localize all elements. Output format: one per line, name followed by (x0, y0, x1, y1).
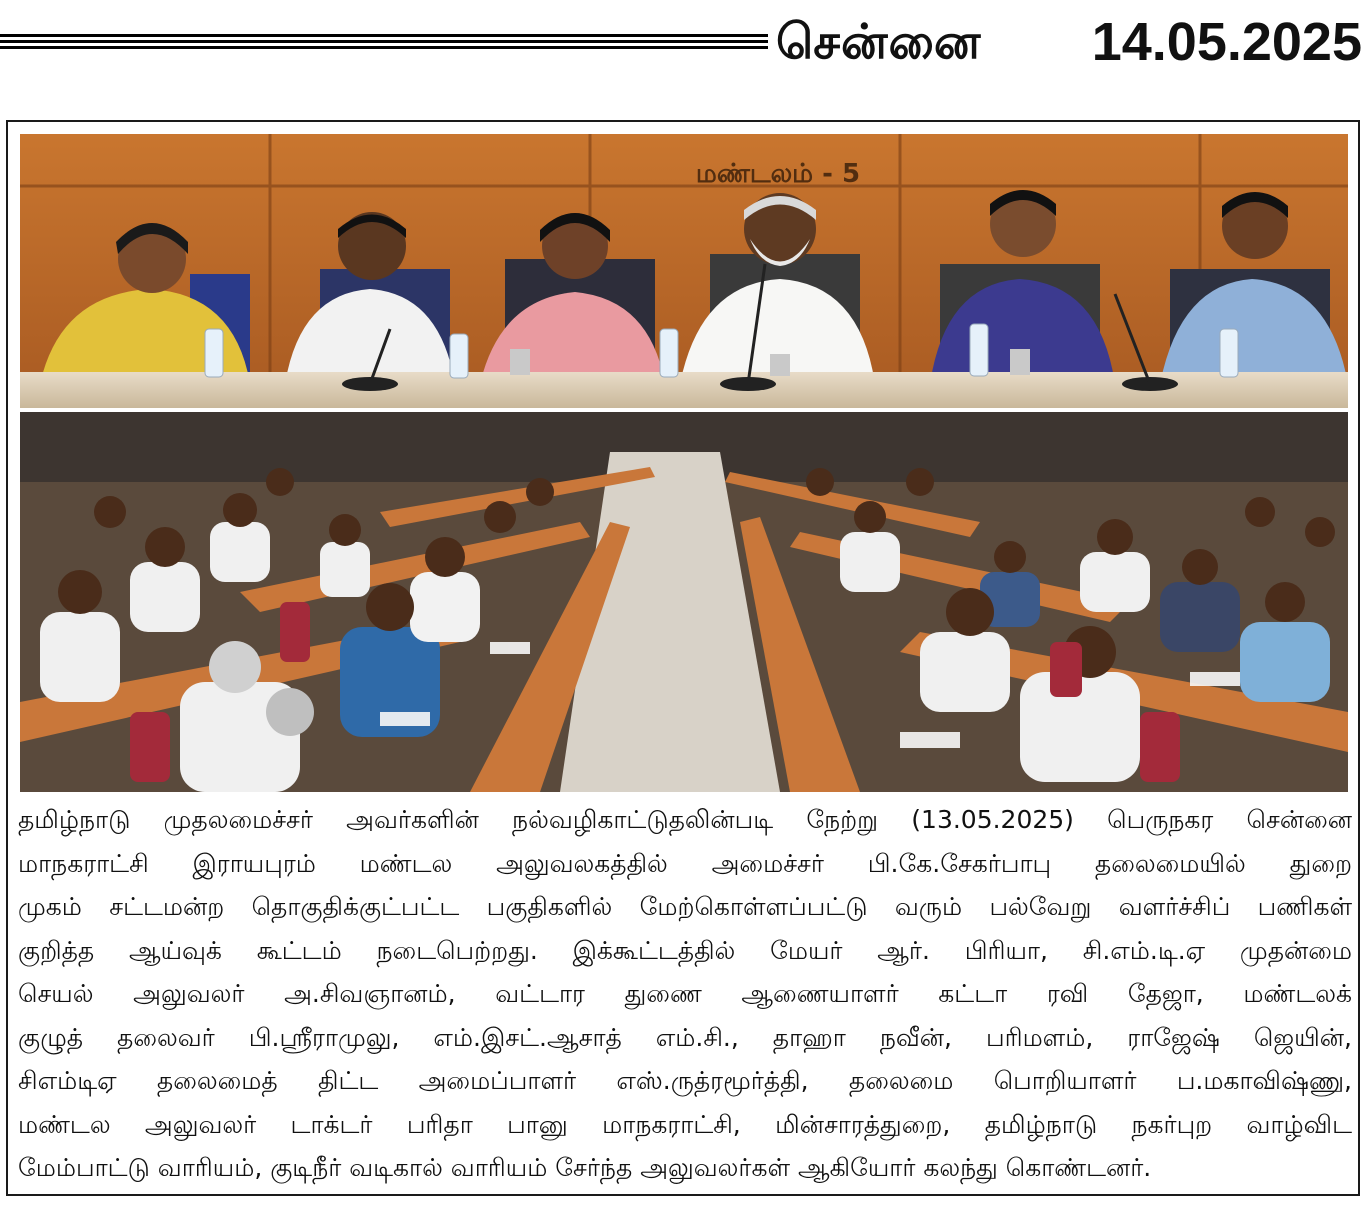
caption-line: சிஎம்டிஏ தலைமைத் திட்ட அமைப்பாளர் எஸ்.ருத்ரமூர்த்தி, தலைமை பொறியாளர் ப.மகாவிஷ்ணு, (18, 1066, 1352, 1095)
dais-illustration (20, 134, 1348, 408)
photo-dais (20, 134, 1348, 408)
caption-line: குறித்த ஆய்வுக் கூட்டம் நடைபெற்றது. இக்கூட்டத்தில் மேயர் ஆர். பிரியா, சி.எம்.டி.ஏ முதன்மை (18, 935, 1352, 965)
masthead (0, 0, 1370, 96)
news-clipping (6, 120, 1360, 1196)
caption-line: மேம்பாட்டு வாரியம், குடிநீர் வடிகால் வாரியம் சேர்ந்த அலுவலர்கள் ஆகியோர் கலந்து கொண்டனர். (18, 1153, 1152, 1182)
rule-line (0, 34, 768, 37)
rule-line (0, 46, 768, 49)
photo-audience (20, 412, 1348, 792)
audience-illustration (20, 412, 1348, 792)
publication-date: 14.05.2025 (1091, 12, 1362, 72)
caption-line: முகம் சட்டமன்ற தொகுதிக்குட்பட்ட பகுதிகளில் மேற்கொள்ளப்பட்டு வரும் பல்வேறு வளர்ச்சிப் பணிகள் (18, 892, 1352, 921)
caption-line: குழுத் தலைவர் பி.ஸ்ரீராமுலு, எம்.இசட்.ஆசாத் எம்.சி., தாஹா நவீன், பரிமளம், ராஜேஷ் ஜெயின், (18, 1022, 1352, 1052)
city-name: சென்னை (776, 14, 982, 70)
masthead-rules (0, 34, 768, 50)
rule-line (0, 40, 768, 43)
caption-text (18, 798, 1352, 1190)
caption-line: தமிழ்நாடு முதலமைச்சர் அவர்களின் நல்வழிகாட்டுதலின்படி நேற்று (13.05.2025) பெருநகர சென்னை (18, 805, 1352, 834)
caption-line: மண்டல அலுவலர் டாக்டர் பரிதா பானு மாநகராட்சி, மின்சாரத்துறை, தமிழ்நாடு நகர்புற வாழ்விட (18, 1109, 1352, 1139)
caption-line: மாநகராட்சி இராயபுரம் மண்டல அலுவலகத்தில் அமைச்சர் பி.கே.சேகர்பாபு தலைமையில் துறை (18, 848, 1352, 878)
hall-banner-text: மண்டலம் - 5 (695, 159, 861, 189)
caption-line: செயல் அலுவலர் அ.சிவஞானம், வட்டார துணை ஆணையாளர் கட்டா ரவி தேஜா, மண்டலக் (18, 979, 1352, 1008)
